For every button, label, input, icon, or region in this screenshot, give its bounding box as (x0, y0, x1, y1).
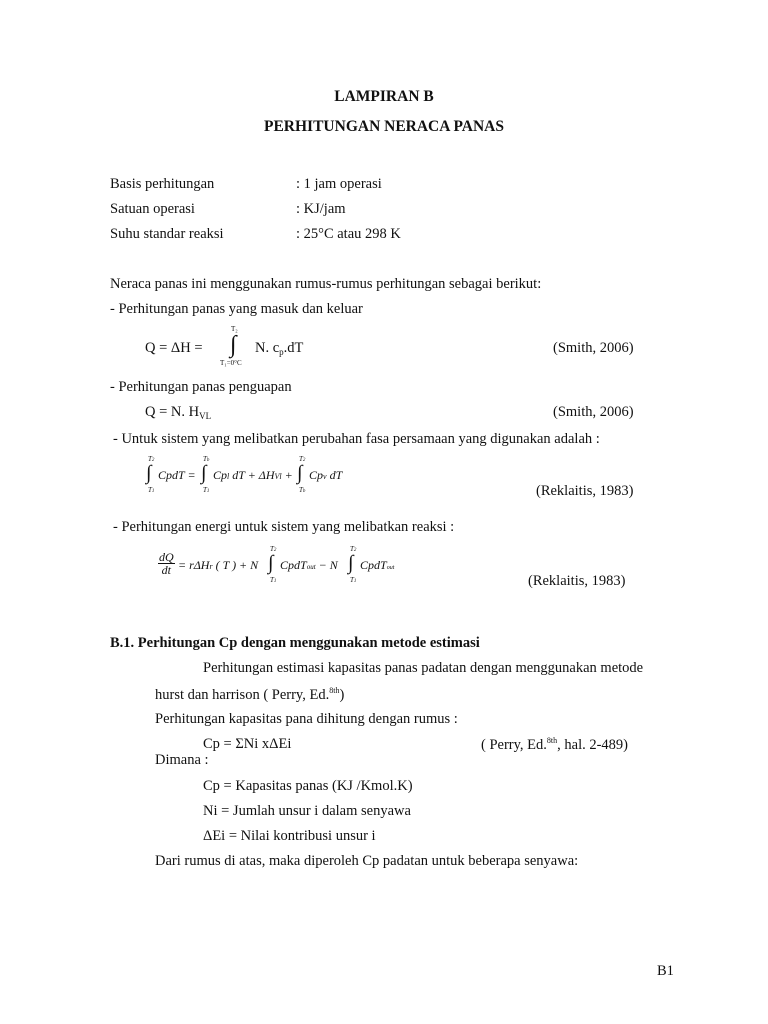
integral-upper-limit: T₂ (231, 325, 238, 333)
definition: Cp = Kapasitas panas (KJ /Kmol.K) (203, 778, 413, 794)
definition: ΔEi = Nilai kontribusi unsur i (203, 828, 376, 844)
reference: ( Perry, Ed.$^{8th}$, hal. 2-489) (481, 736, 629, 753)
paragraph-line: Perhitungan estimasi kapasitas panas padatan dengan menggunakan metode (203, 660, 644, 676)
reference: (Reklaitis, 1983) (536, 483, 634, 499)
equation: Q = N. $H_{VL}$ (145, 404, 212, 421)
reference: (Smith, 2006) (553, 340, 634, 356)
dimana-label: Dimana : (155, 752, 209, 768)
basis-label: Satuan operasi (110, 201, 195, 217)
intro-text: Neraca panas ini menggunakan rumus-rumus perhitungan sebagai berikut: (110, 276, 542, 292)
paragraph-line: hurst dan harrison ( Perry, Ed.$^{8th}$) (155, 686, 345, 703)
basis-value: : KJ/jam (296, 201, 346, 217)
reference: (Reklaitis, 1983) (528, 573, 626, 589)
basis-label: Basis perhitungan (110, 176, 215, 192)
document-title: PERHITUNGAN NERACA PANAS (264, 118, 504, 135)
paragraph-line: Dari rumus di atas, maka diperoleh Cp padatan untuk beberapa senyawa: (155, 853, 579, 869)
equation-right: N. $c_p.dT$ (255, 340, 304, 357)
reference: (Smith, 2006) (553, 404, 634, 420)
integral-sign: ∫ (230, 332, 237, 358)
basis-value: : 1 jam operasi (296, 176, 382, 192)
definition: Ni = Jumlah unsur i dalam senyawa (203, 803, 411, 819)
integral-lower-limit: T₁=0°C (220, 359, 242, 367)
item-label: - Untuk sistem yang melibatkan perubahan fasa persamaan yang digunakan adalah : (113, 431, 600, 447)
cp-formula: Cp = ΣNi xΔEi (203, 736, 292, 752)
paragraph-line: Perhitungan kapasitas pana dihitung dengan rumus : (155, 711, 458, 727)
item-label: - Perhitungan panas yang masuk dan keluar (110, 301, 363, 317)
equation-left: Q = ΔH = (145, 340, 203, 356)
section-heading: B.1. Perhitungan Cp dengan menggunakan metode estimasi (110, 635, 480, 651)
basis-value: : 25°C atau 298 K (296, 226, 401, 242)
page-number: B1 (657, 963, 674, 979)
basis-label: Suhu standar reaksi (110, 226, 224, 242)
item-label: - Perhitungan panas penguapan (110, 379, 292, 395)
appendix-title: LAMPIRAN B (334, 88, 434, 105)
item-label: - Perhitungan energi untuk sistem yang melibatkan reaksi : (113, 519, 455, 535)
